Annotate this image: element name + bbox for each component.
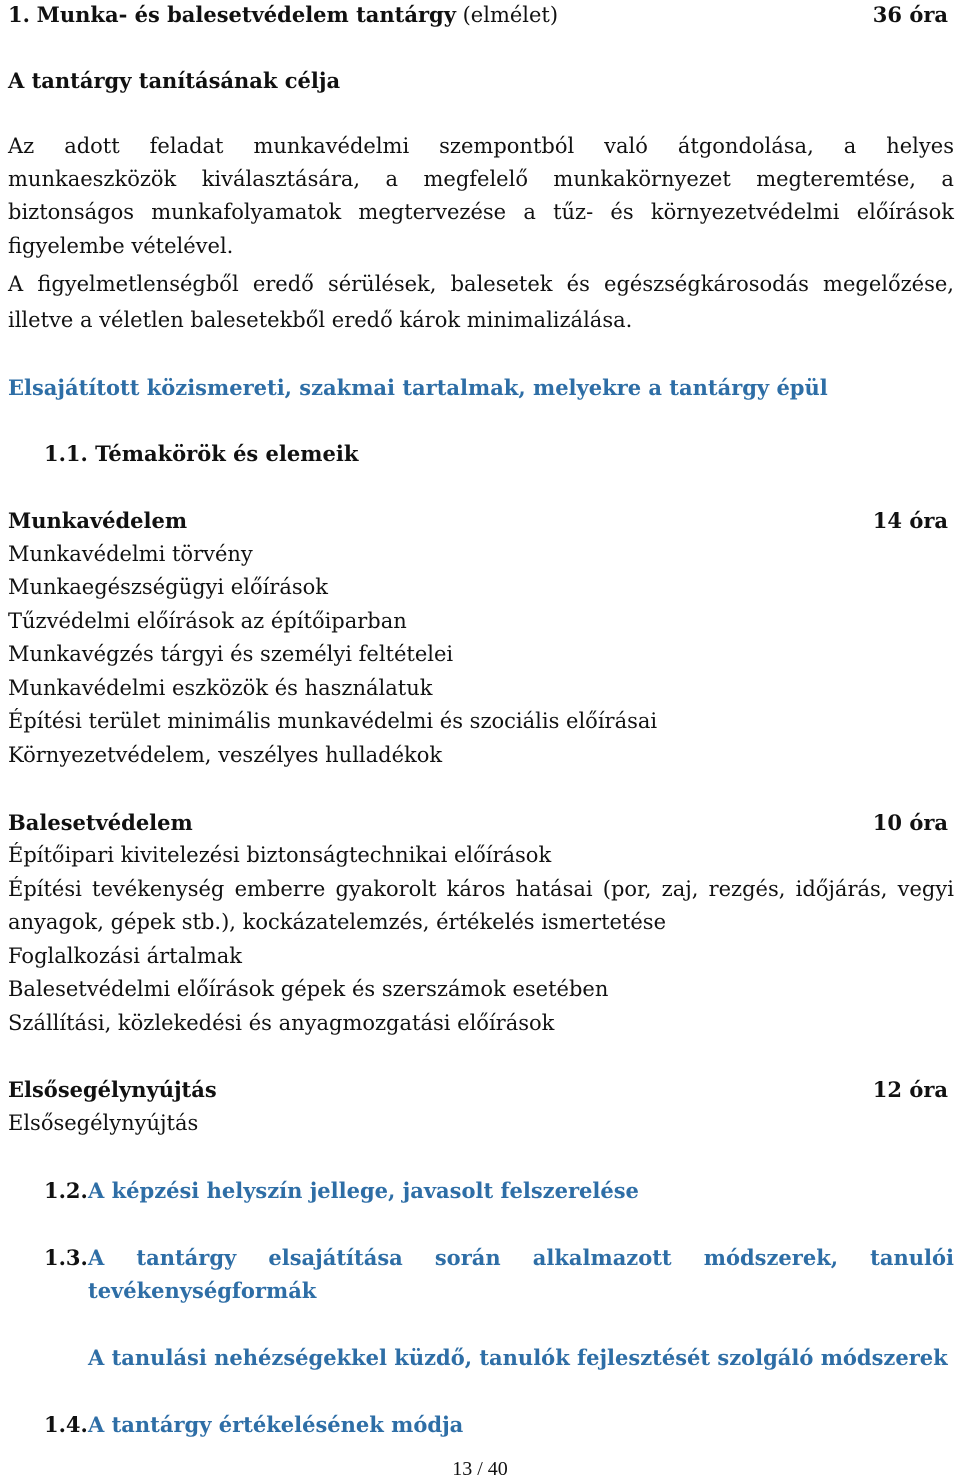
word: biztonságos xyxy=(8,200,134,224)
word: módszerek, xyxy=(703,1245,839,1270)
word: helyes xyxy=(886,134,954,158)
title-number: 1. xyxy=(8,2,30,27)
list-item: Szállítási, közlekedési és anyagmozgatási előírások xyxy=(8,1011,555,1035)
title-suffix: (elmélet) xyxy=(462,3,559,27)
topics-title: Témakörök és elemeik xyxy=(95,441,359,466)
aim-para2-line2: illetve a véletlen balesetekből eredő károk minimalizálása. xyxy=(8,308,633,332)
list-item: Munkavédelmi eszközök és használatuk xyxy=(8,676,433,700)
list-item-multiline-line2: anyagok, gépek stb.), kockázatelemzés, értékelés ismertetése xyxy=(8,910,667,934)
section-hours-elsosegely: 12 óra xyxy=(872,1077,948,1102)
word: szempontból xyxy=(439,134,575,158)
page-number: 13 / 40 xyxy=(452,1458,508,1480)
subsection-1-2-title: A képzési helyszín jellege, javasolt felszerelése xyxy=(88,1178,639,1203)
list-item: Munkavédelmi törvény xyxy=(8,542,253,566)
word: munkakörnyezet xyxy=(553,167,731,191)
word: balesetek xyxy=(450,272,553,296)
list-item: Foglalkozási ártalmak xyxy=(8,944,242,968)
word: munkafolyamatok xyxy=(151,200,342,224)
word: való xyxy=(604,134,648,158)
subsection-1-3-title-line2: tevékenységformák xyxy=(88,1278,317,1303)
aim-heading: A tantárgy tanításának célja xyxy=(8,68,341,93)
word: tantárgy xyxy=(136,1245,237,1270)
subsection-1-3-title-line1 xyxy=(88,1245,954,1270)
word: Az xyxy=(8,134,35,158)
word: Építési xyxy=(8,877,82,901)
word: a xyxy=(523,200,536,224)
title-main: Munka- és balesetvédelem tantárgy xyxy=(36,2,456,27)
topics-heading xyxy=(44,441,358,466)
list-item: Munkaegészségügyi előírások xyxy=(8,575,329,599)
word: A xyxy=(88,1245,105,1270)
word: vegyi xyxy=(897,877,954,901)
list-item-multiline-line1 xyxy=(8,877,954,902)
word: feladat xyxy=(149,134,224,158)
document-title xyxy=(8,2,558,28)
word: és xyxy=(610,200,634,224)
word: gyakorolt xyxy=(335,877,437,901)
section-hours-balesetvedelem: 10 óra xyxy=(872,810,948,835)
aim-para2-line1 xyxy=(8,272,954,297)
list-item: Tűzvédelmi előírások az építőiparban xyxy=(8,609,407,633)
word: és xyxy=(566,272,590,296)
section-hours-munkavedelem: 14 óra xyxy=(872,508,948,533)
aim-para1-line2 xyxy=(8,167,954,192)
word: a xyxy=(941,167,954,191)
word: a xyxy=(385,167,399,191)
aim-para1-line1 xyxy=(8,134,954,159)
list-item: Munkavégzés tárgyi és személyi feltételei xyxy=(8,642,454,666)
section-title-munkavedelem: Munkavédelem xyxy=(8,508,188,533)
word: sérülések, xyxy=(327,272,437,296)
subsection-1-4-number: 1.4. xyxy=(44,1412,88,1437)
word: figyelmetlenségből xyxy=(37,272,239,296)
word: előírások xyxy=(856,200,954,224)
title-hours: 36 óra xyxy=(872,2,948,27)
word: megelőzése, xyxy=(823,272,954,296)
word: tűz- xyxy=(553,200,594,224)
word: munkavédelmi xyxy=(253,134,410,158)
list-item: Elsősegélynyújtás xyxy=(8,1111,199,1135)
word: hatásai xyxy=(515,877,593,901)
list-item: Építési terület minimális munkavédelmi és szociális előírásai xyxy=(8,709,658,733)
section-title-elsosegely: Elsősegélynyújtás xyxy=(8,1077,217,1102)
word: átgondolása, xyxy=(677,134,814,158)
word: munkaeszközök xyxy=(8,167,177,191)
word: környezetvédelmi xyxy=(650,200,840,224)
word: egészségkárosodás xyxy=(604,272,809,296)
aim-para1-line3 xyxy=(8,200,954,225)
word: eredő xyxy=(252,272,314,296)
subsection-1-3-number: 1.3. xyxy=(44,1245,88,1270)
word: adott xyxy=(64,134,120,158)
word: időjárás, xyxy=(795,877,888,901)
word: A xyxy=(8,272,24,296)
list-item: Balesetvédelmi előírások gépek és szerszámok esetében xyxy=(8,977,609,1001)
aim-para1-line4: figyelembe vételével. xyxy=(8,234,234,258)
subsection-1-2-number: 1.2. xyxy=(44,1178,88,1203)
word: kiválasztására, xyxy=(201,167,361,191)
prereq-heading: Elsajátított közismereti, szakmai tartalmak, melyekre a tantárgy épül xyxy=(8,375,828,400)
word: tevékenység xyxy=(92,877,225,901)
word: során xyxy=(434,1245,501,1270)
word: a xyxy=(843,134,857,158)
subsection-1-4-title: A tantárgy értékelésének módja xyxy=(88,1412,464,1437)
topics-number: 1.1. xyxy=(44,441,88,466)
word: emberre xyxy=(234,877,326,901)
word: rezgés, xyxy=(708,877,786,901)
section-title-balesetvedelem: Balesetvédelem xyxy=(8,810,193,835)
word: (por, xyxy=(602,877,652,901)
subsection-1-3-subheading: A tanulási nehézségekkel küzdő, tanulók fejlesztését szolgáló módszerek xyxy=(88,1345,948,1370)
word: zaj, xyxy=(661,877,699,901)
word: káros xyxy=(446,877,506,901)
word: alkalmazott xyxy=(532,1245,672,1270)
list-item: Környezetvédelem, veszélyes hulladékok xyxy=(8,743,443,767)
word: megtervezése xyxy=(358,200,507,224)
word: elsajátítása xyxy=(268,1245,403,1270)
word: megteremtése, xyxy=(756,167,916,191)
word: tanulói xyxy=(870,1245,954,1270)
list-item: Építőipari kivitelezési biztonságtechnikai előírások xyxy=(8,843,552,867)
word: megfelelő xyxy=(423,167,528,191)
